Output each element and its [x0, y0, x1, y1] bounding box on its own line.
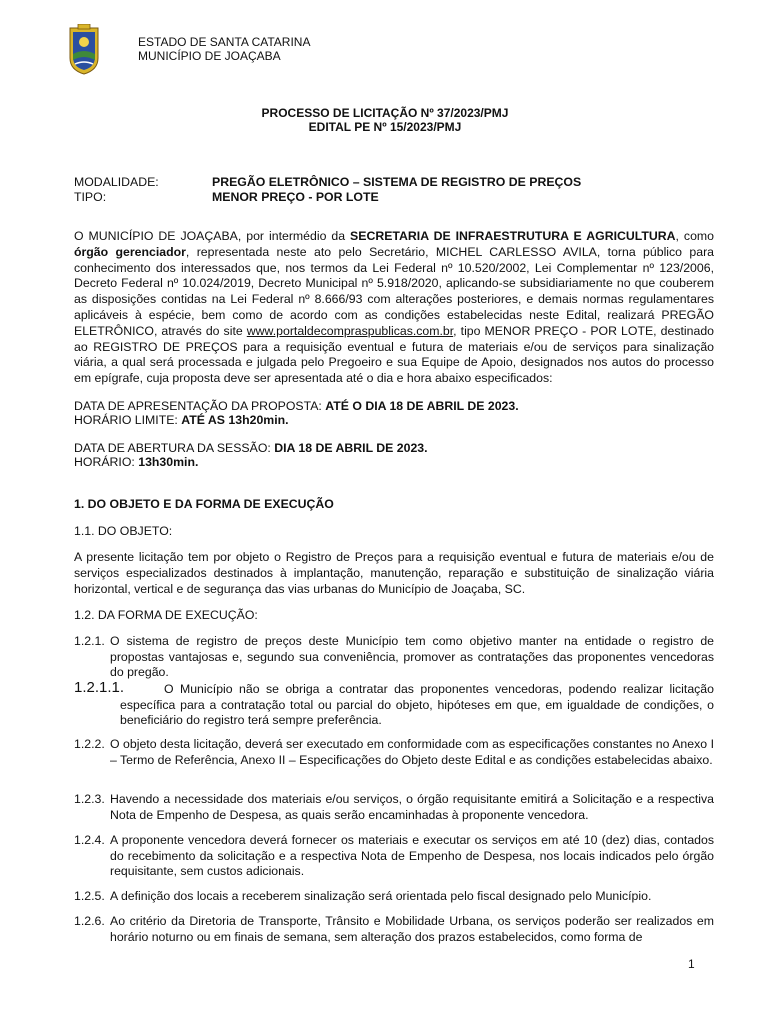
item-number: 1.2.2. [74, 737, 105, 751]
apresentacao-label: DATA DE APRESENTAÇÃO DA PROPOSTA: [74, 399, 326, 413]
item-text: A definição dos locais a receberem sinalização será orientada pelo fiscal designado pelo Município. [110, 889, 652, 903]
item-text: A proponente vencedora deverá fornecer os materiais e executar os serviços em até 10 (dez) dias, contados do recebimento da solicitação e a respectiva Nota de Empenho de Despesa, nos locais indicados pelo órgão requisitante, sem custos adicionais. [110, 833, 714, 878]
abertura-value: DIA 18 DE ABRIL DE 2023. [274, 441, 428, 455]
abertura-label: DATA DE ABERTURA DA SESSÃO: [74, 441, 275, 455]
horario-limite-line [74, 413, 289, 427]
edital-title: EDITAL PE Nº 15/2023/PMJ [308, 120, 462, 134]
tipo-value: MENOR PREÇO - POR LOTE [212, 190, 379, 204]
intro-text-2: , como [675, 229, 714, 243]
item-number: 1.2.4. [74, 833, 105, 847]
section-1-1-heading: 1.1. DO OBJETO: [74, 524, 173, 538]
modalidade-label: MODALIDADE: [74, 175, 159, 189]
intro-text-1: O MUNICÍPIO DE JOAÇABA, por intermédio da [74, 229, 351, 243]
orgao-gerenciador: órgão gerenciador [74, 244, 186, 259]
secretaria-name: SECRETARIA DE INFRAESTRUTURA E AGRICULTURA [350, 229, 676, 243]
item-text: Havendo a necessidade dos materiais e/ou serviços, o órgão requisitante emitirá a Solicitação e a respectiva Nota de Empenho de Despesa, as quais serão encaminhadas à proponente vencedora. [110, 792, 714, 822]
tipo-label: TIPO: [74, 190, 107, 204]
horario-line [74, 455, 198, 469]
intro-paragraph [74, 229, 714, 387]
abertura-line [74, 441, 428, 455]
item-number: 1.2.5. [74, 889, 105, 903]
item-number: 1.2.1.1. [74, 679, 125, 696]
item-number: 1.2.1. [74, 634, 105, 648]
item-number: 1.2.6. [74, 914, 105, 928]
intro-text-3: , representada neste ato pelo Secretário, MICHEL CARLESSO AVILA, torna público para conhecimento dos interessados que, nos termos da Lei Federal nº 10.520/2002, Lei Complementar nº 123/2006, Decreto Federal nº 10.024/2019, Decreto Municipal nº 5.918/2020, aplicando-se subsidiariamente no que couberem as disposições contidas na Lei Federal nº 8.666/93 com alterações posteriores, e demais normas regulamentares aplicáveis à espécie, bem como de acordo com as condições estabelecidas neste Edital, realizará PREGÃO ELETRÔNICO, através do site [74, 244, 714, 338]
section-1-2-heading: 1.2. DA FORMA DE EXECUÇÃO: [74, 608, 258, 622]
horario-limite-value: ATÉ AS 13h20min. [181, 413, 289, 427]
header-municipality: MUNICÍPIO DE JOAÇABA [138, 49, 281, 63]
document-header [138, 35, 310, 63]
item-text: O Município não se obriga a contratar das proponentes vencedoras, podendo realizar licitação específica para a contratação total ou parcial do objeto, hipóteses em que, em igualdade de condições, o beneficiário do registro terá sempre preferência. [120, 682, 714, 727]
coat-of-arms-icon [68, 24, 100, 76]
modalidade-value: PREGÃO ELETRÔNICO – SISTEMA DE REGISTRO DE PREÇOS [212, 175, 582, 189]
horario-label: HORÁRIO: [74, 455, 139, 469]
process-title: PROCESSO DE LICITAÇÃO Nº 37/2023/PMJ [261, 106, 509, 120]
intro-text-4: , tipo MENOR PREÇO - POR LOTE, destinado ao REGISTRO DE PREÇOS para a requisição eventual e futura de materiais e/ou de serviços para sinalização viária, a qual será processada e julgada pelo Pregoeiro e sua Equipe de Apoio, designados nos autos do processo em epígrafe, cuja proposta deve ser apresentada até o dia e hora abaixo especificados: [74, 323, 714, 386]
item-text: O objeto desta licitação, deverá ser executado em conformidade com as especificações constantes no Anexo I – Termo de Referência, Anexo II – Especificações do Objeto deste Edital e as condições estabelecidas abaixo. [110, 737, 714, 767]
page-number: 1 [688, 957, 695, 971]
horario-value: 13h30min. [138, 455, 199, 469]
portal-link[interactable]: www.portaldecompraspublicas.com.br [246, 323, 454, 338]
horario-limite-label: HORÁRIO LIMITE: [74, 413, 182, 427]
header-state: ESTADO DE SANTA CATARINA [138, 35, 311, 49]
item-text: O sistema de registro de preços deste Município tem como objetivo manter na entidade o registro de propostas vantajosas e, segundo sua conveniência, promover as contratações das proponentes vencedoras do pregão. [110, 634, 714, 679]
section-1-heading: 1. DO OBJETO E DA FORMA DE EXECUÇÃO [74, 497, 334, 511]
apresentacao-value: ATÉ O DIA 18 DE ABRIL DE 2023. [325, 399, 519, 413]
item-number: 1.2.3. [74, 792, 105, 806]
item-text: Ao critério da Diretoria de Transporte, Trânsito e Mobilidade Urbana, os serviços poderão ser realizados em horário noturno ou em finais de semana, sem alteração dos prazos estabelecidos, como forma de [110, 914, 714, 944]
apresentacao-line [74, 399, 519, 413]
objeto-paragraph: A presente licitação tem por objeto o Registro de Preços para a requisição eventual e futura de materiais e/ou de serviços especializados destinados à implantação, manutenção, reparação e substituição de sinalização viária horizontal, vertical e de segurança das vias urbanas do Município de Joaçaba, SC. [74, 550, 714, 596]
